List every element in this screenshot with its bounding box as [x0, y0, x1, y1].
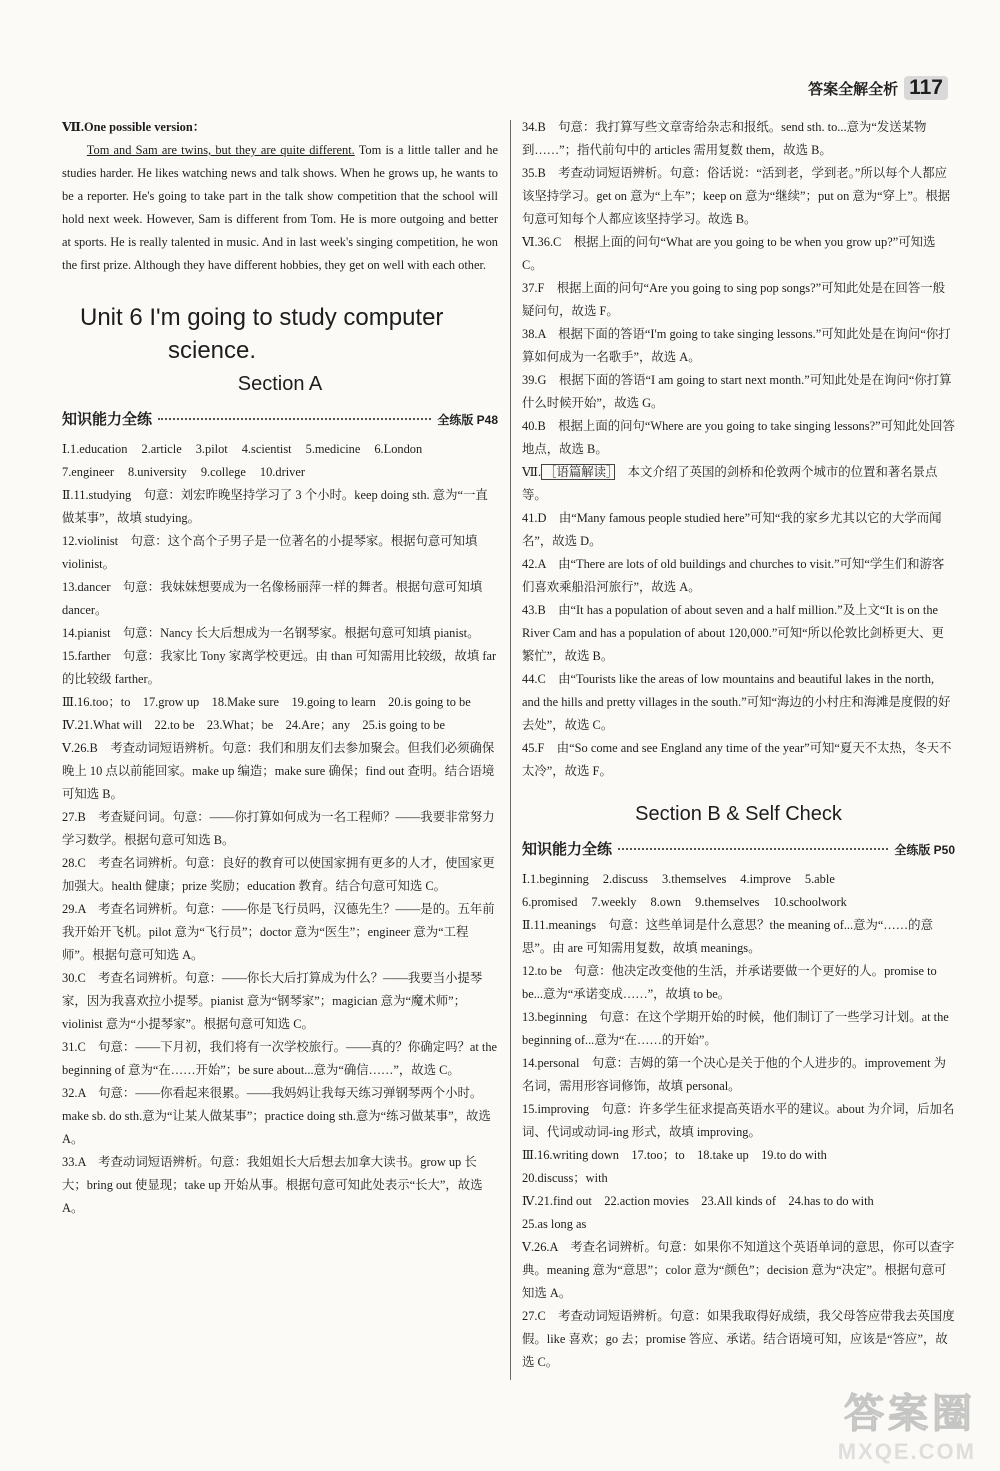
section-a-title: Section A — [237, 373, 323, 395]
page-header — [808, 76, 948, 100]
practice-bar — [522, 838, 955, 862]
vocab-item: 4.scientist — [241, 442, 292, 456]
vocab-item: 10.driver — [259, 465, 305, 479]
answer-item: 43.B 由“It has a population of about seven and a half million.”及上文“It is on the River Cam and has a population of about 120,000.”可知“所以伦敦比剑桥更大、更繁忙”，故选 B。 — [522, 603, 944, 663]
vocab-item: 9.themselves — [695, 895, 760, 909]
vocab-item: Ⅰ.1.education — [62, 442, 128, 456]
answer-item: 13.beginning 句意：在这个学期开始的时候，他们制订了一些学习计划。at the beginning of...意为“在……的开始”。 — [522, 1010, 949, 1047]
answer-item: 35.B 考查动词短语辨析。句意：俗话说：“活到老，学到老。”所以每个人都应该坚持学习。get on 意为“上车”；keep on 意为“继续”；put on 意为“穿上”。根据句意可知每个人都应该坚持学习。故选 B。 — [522, 166, 951, 226]
answer-item: 40.B 根据上面的问句“Where are you going to take singing lessons?”可知此处回答地点，故选 B。 — [522, 419, 955, 456]
vocab-item: 2.article — [141, 442, 182, 456]
answer-item: Ⅳ.21.find out 22.action movies 23.All kinds of 24.has to do with — [522, 1194, 874, 1208]
answer-item: Ⅲ.16.writing down 17.too；to 18.take up 19.to do with — [522, 1148, 827, 1162]
answer-item: Ⅵ.36.C 根据上面的问句“What are you going to be when you grow up?”可知选 C。 — [522, 235, 936, 272]
unit-title-line1: Unit 6 I'm going to study computer — [80, 304, 444, 331]
answer-item: 14.pianist 句意：Nancy 长大后想成为一名钢琴家。根据句意可知填 pianist。 — [62, 626, 480, 640]
practice-bar-ref: 全练版 P50 — [894, 843, 955, 857]
essay-label: Ⅶ.One possible version： — [62, 120, 206, 134]
answer-item: 27.B 考查疑问词。句意：——你打算如何成为一名工程师？——我要非常努力学习数学。根据句意可知选 B。 — [62, 810, 495, 847]
answer-item: 39.G 根据下面的答语“I am going to start next month.”可知此处是在询问“你打算什么时候开始”，故选 G。 — [522, 373, 952, 410]
answer-item: 38.A 根据下面的答语“I'm going to take singing lessons.”可知此处是在询问“你打算如何成为一名歌手”，故选 A。 — [522, 327, 951, 364]
vocab-item: 3.themselves — [661, 872, 727, 886]
vocab-row — [62, 438, 498, 461]
practice-bar-ref: 全练版 P48 — [437, 413, 498, 427]
answer-item: 12.violinist 句意：这个高个子男子是一位著名的小提琴家。根据句意可知填 violinist。 — [62, 534, 478, 571]
answer-item: 15.improving 句意：许多学生征求提高英语水平的建议。about 为介词，后加名词、代词或动词-ing 形式，故填 improving。 — [522, 1102, 955, 1139]
reading-prefix: Ⅶ. — [522, 465, 542, 479]
answer-item: 42.A 由“There are lots of old buildings and churches to visit.”可知“学生们和游客们喜欢乘船沿河旅行”，故选 A。 — [522, 557, 945, 594]
answer-item: 30.C 考查名词辨析。句意：——你长大后打算成为什么？——我要当小提琴家，因为我喜欢拉小提琴。pianist 意为“钢琴家”；magician 意为“魔术师”；violinist 意为“小提琴家”。根据句意可知选 C。 — [62, 971, 483, 1031]
answer-item: 41.D 由“Many famous people studied here”可知“我的家乡尤其以它的大学而闻名”，故选 D。 — [522, 511, 942, 548]
vocab-item: 6.London — [374, 442, 423, 456]
answer-item: Ⅴ.26.A 考查名词辨析。句意：如果你不知道这个英语单词的意思，你可以查字典。meaning 意为“意思”；color 意为“颜色”；decision 意为“决定”。根据句意可知选 A。 — [522, 1240, 955, 1300]
answer-item: 37.F 根据上面的问句“Are you going to sing pop songs?”可知此处是在回答一般疑问句，故选 F。 — [522, 281, 945, 318]
answer-item: 44.C 由“Tourists like the areas of low mountains and beautiful lakes in the north, and the hills and pretty villages in the south.”可知“海边的小村庄和海滩是度假的好去处”，故选 C。 — [522, 672, 951, 732]
vocab-row — [522, 891, 955, 914]
dotted-leader — [158, 418, 431, 420]
vocab-item: 3.pilot — [195, 442, 228, 456]
column-divider — [510, 120, 511, 1380]
vocab-row — [522, 868, 955, 891]
vocab-item: Ⅰ.1.beginning — [522, 872, 589, 886]
unit-title — [80, 301, 498, 367]
answer-item: Ⅱ.11.studying 句意：刘宏昨晚坚持学习了 3 个小时。keep doing sth. 意为“一直做某事”，故填 studying。 — [62, 488, 488, 525]
answer-item: Ⅲ.16.too；to 17.grow up 18.Make sure 19.going to learn 20.is going to be — [62, 695, 471, 709]
answer-item: Ⅱ.11.meanings 句意：这些单词是什么意思？the meaning of...意为“……的意思”。由 are 可知需用复数，故填 meanings。 — [522, 918, 933, 955]
answer-item: 28.C 考查名词辨析。句意：良好的教育可以使国家拥有更多的人才，使国家更加强大。health 健康；prize 奖励；education 教育。结合句意可知选 C。 — [62, 856, 495, 893]
practice-bar-title: 知识能力全练 — [62, 411, 153, 428]
watermark-logo-text: 答案圈 — [844, 1392, 976, 1436]
vocab-item: 9.college — [200, 465, 246, 479]
reading-summary: 本文介绍了英国的剑桥和伦敦两个城市的位置和著名景点等。 — [522, 465, 938, 502]
answer-item: 31.C 句意：——下月初，我们将有一次学校旅行。——真的？你确定吗？at the beginning of 意为“在……开始”；be sure about...意为“确信……”，故选 C。 — [62, 1040, 498, 1077]
answer-item: 13.dancer 句意：我妹妹想要成为一名像杨丽萍一样的舞者。根据句意可知填 dancer。 — [62, 580, 483, 617]
answer-item: 14.personal 句意：吉姆的第一个决心是关于他的个人进步的。improvement 为名词，需用形容词修饰，故填 personal。 — [522, 1056, 947, 1093]
vocab-item: 5.medicine — [305, 442, 361, 456]
answer-item: 45.F 由“So come and see England any time of the year”可知“夏天不太热，冬天不太冷”，故选 F。 — [522, 741, 952, 778]
unit-title-line2: science. — [168, 337, 257, 364]
vocab-item: 10.schoolwork — [773, 895, 847, 909]
answer-item: 15.farther 句意：我家比 Tony 家离学校更远。由 than 可知需用比较级，故填 far 的比较级 farther。 — [62, 649, 497, 686]
practice-bar — [62, 408, 498, 432]
answer-item: Ⅴ.26.B 考查动词短语辨析。句意：我们和朋友们去参加聚会。但我们必须确保晚上 10 点以前能回家。make up 编造；make sure 确保；find out 查明。结合语境可知选 B。 — [62, 741, 495, 801]
answer-item: 33.A 考查动词短语辨析。句意：我姐姐长大后想去加拿大读书。grow up 长大；bring out 使显现；take up 开始从事。根据句意可知此处表示“长大”，故选 A。 — [62, 1155, 483, 1215]
right-column — [522, 116, 955, 1374]
dotted-leader — [618, 848, 888, 850]
answer-item: 20.discuss；with — [522, 1171, 608, 1185]
answer-item: 29.A 考查名词辨析。句意：——你是飞行员吗，汉德先生？——是的。五年前我开始开飞机。pilot 意为“飞行员”；doctor 意为“医生”；engineer 意为“工程师”。根据句意可知选 A。 — [62, 902, 495, 962]
vocab-item: 7.weekly — [591, 895, 637, 909]
watermark-url: MXQE.COM — [837, 1439, 976, 1464]
section-b-title: Section B & Self Check — [635, 803, 842, 825]
practice-bar-title: 知识能力全练 — [522, 841, 613, 858]
vocab-item: 5.able — [804, 872, 835, 886]
answer-item: 34.B 句意：我打算写些文章寄给杂志和报纸。send sth. to...意为“发送某物到……”；指代前句中的 articles 需用复数 them，故选 B。 — [522, 120, 927, 157]
vocab-item: 6.promised — [522, 895, 578, 909]
vocab-row — [62, 461, 498, 484]
header-title: 答案全解全析 — [808, 80, 899, 98]
site-watermark — [838, 1382, 976, 1465]
reading-intro — [522, 461, 955, 507]
vocab-item: 7.engineer — [62, 465, 114, 479]
left-column — [62, 116, 498, 1220]
vocab-item: 8.own — [650, 895, 682, 909]
answer-item: 12.to be 句意：他决定改变他的生活，并承诺要做一个更好的人。promise to be...意为“承诺变成……”，故填 to be。 — [522, 964, 937, 1001]
vocab-item: 4.improve — [740, 872, 791, 886]
answer-item: 27.C 考查动词短语辨析。句意：如果我取得好成绩，我父母答应带我去英国度假。like 喜欢；go 去；promise 答应、承诺。结合语境可知，应该是“答应”，故选 C。 — [522, 1309, 955, 1369]
essay-first-sentence: Tom and Sam are twins, but they are quite different. — [86, 143, 355, 157]
page-number: 117 — [904, 76, 948, 100]
vocab-item: 2.discuss — [602, 872, 648, 886]
reading-badge: ［语篇解读］ — [541, 464, 615, 480]
answer-item: 32.A 句意：——你看起来很累。——我妈妈让我每天练习弹钢琴两个小时。make sb. do sth.意为“让某人做某事”；practice doing sth.意为“练习做某事”，故选 A。 — [62, 1086, 491, 1146]
answer-item: Ⅳ.21.What will 22.to be 23.What；be 24.Are；any 25.is going to be — [62, 718, 446, 732]
essay-body: Tom is a little taller and he studies harder. He likes watching news and talk shows. When he grows up, he wants to be a reporter. He's going to take part in the talk show competition that the school will hold next week. However, Sam is different from Tom. He is more outgoing and better at sports. He is really talented in music. And in last week's singing competition, he won the first prize. Although they have different hobbies, they get on well with each other. — [62, 143, 498, 272]
essay-paragraph — [62, 139, 498, 277]
vocab-item: 8.university — [127, 465, 187, 479]
answer-item: 25.as long as — [522, 1217, 587, 1231]
